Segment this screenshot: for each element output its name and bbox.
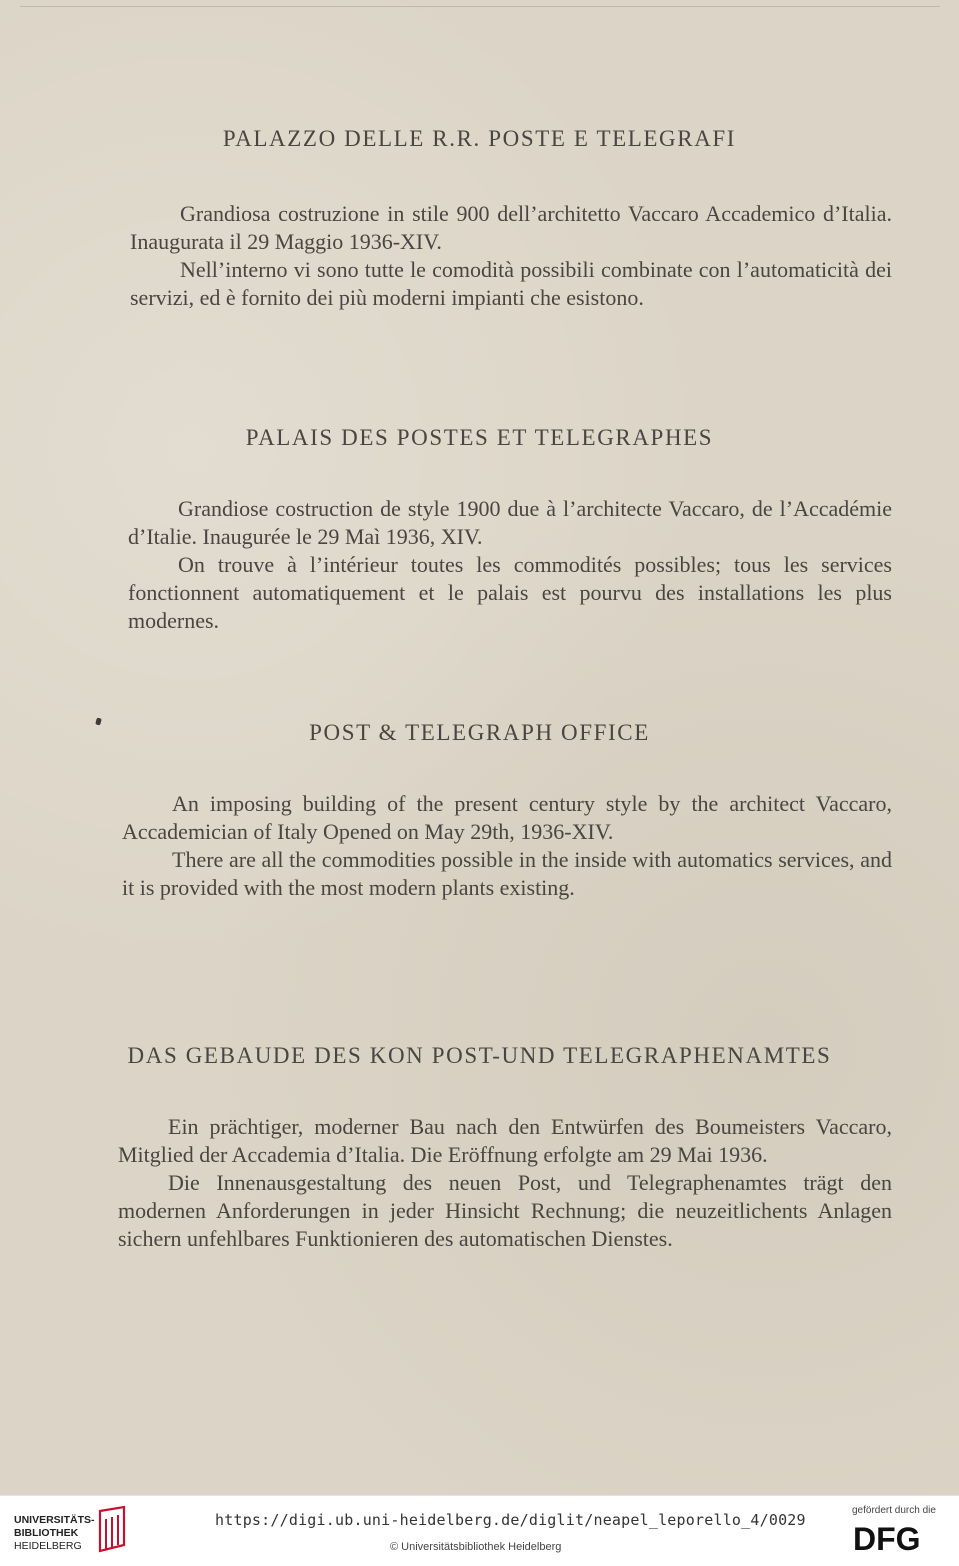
paragraph: On trouve à l’intérieur toutes les commodités possibles; tous les services fonctionnent automatiquement et le palais est pourvu des installations les plus modernes.	[128, 552, 892, 633]
heading-italian: PALAZZO DELLE R.R. POSTE E TELEGRAFI	[222, 126, 737, 151]
funding-caption: gefördert durch die	[852, 1505, 936, 1516]
paragraph: There are all the commodities possible in the inside with automatics services, and it is provided with the most modern plants existing.	[122, 847, 892, 900]
heading-french: PALAIS DES POSTES ET TELEGRAPHES	[245, 425, 714, 450]
paragraph: Ein prächtiger, moderner Bau nach den Entwürfen des Boumeisters Vaccaro, Mitglied der Accademia d’Italia. Die Eröffnung erfolgte am 29 Mai 1936.	[118, 1114, 892, 1167]
permalink-url[interactable]: https://digi.ub.uni-heidelberg.de/diglit/neapel_leporello_4/0029	[215, 1511, 806, 1529]
paragraph: Grandiosa costruzione in stile 900 dell’architetto Vaccaro Accademico d’Italia. Inaugurata il 29 Maggio 1936-XIV.	[130, 201, 892, 254]
dfg-logo: DFG	[853, 1521, 921, 1557]
paragraph: Die Innenausgestaltung des neuen Post, und Telegraphenamtes trägt den modernen Anforderungen in jeder Hinsicht Rechnung; die neuzeitlichents Anlagen sichern unfehlbares Funktionieren des automatischen Dienstes.	[118, 1170, 892, 1251]
viewer-footer	[0, 1495, 959, 1566]
text-block-italian	[130, 200, 892, 312]
text-block-english	[122, 790, 892, 902]
library-name-line2: BIBLIOTHEK	[14, 1527, 79, 1539]
library-name-line3: HEIDELBERG	[14, 1540, 82, 1552]
paper-edge	[20, 6, 940, 7]
copyright-notice: © Universitätsbibliothek Heidelberg	[390, 1541, 562, 1553]
heading-english: POST & TELEGRAPH OFFICE	[309, 720, 650, 745]
paragraph: Nell’interno vi sono tutte le comodità possibili combinate con l’automaticità dei servizi, ed è fornito dei più moderni impianti che esistono.	[130, 257, 892, 310]
text-block-german	[118, 1113, 892, 1253]
paragraph: An imposing building of the present century style by the architect Vaccaro, Accademician of Italy Opened on May 29th, 1936-XIV.	[122, 791, 892, 844]
paragraph: Grandiose costruction de style 1900 due à l’architecte Vaccaro, de l’Accadémie d’Italie. Inaugurée le 29 Maì 1936, XIV.	[128, 496, 892, 549]
text-block-french	[128, 495, 892, 635]
library-name-line1: UNIVERSITÄTS-	[14, 1514, 95, 1526]
heading-german: DAS GEBAUDE DES KON POST-UND TELEGRAPHENAMTES	[127, 1043, 832, 1068]
